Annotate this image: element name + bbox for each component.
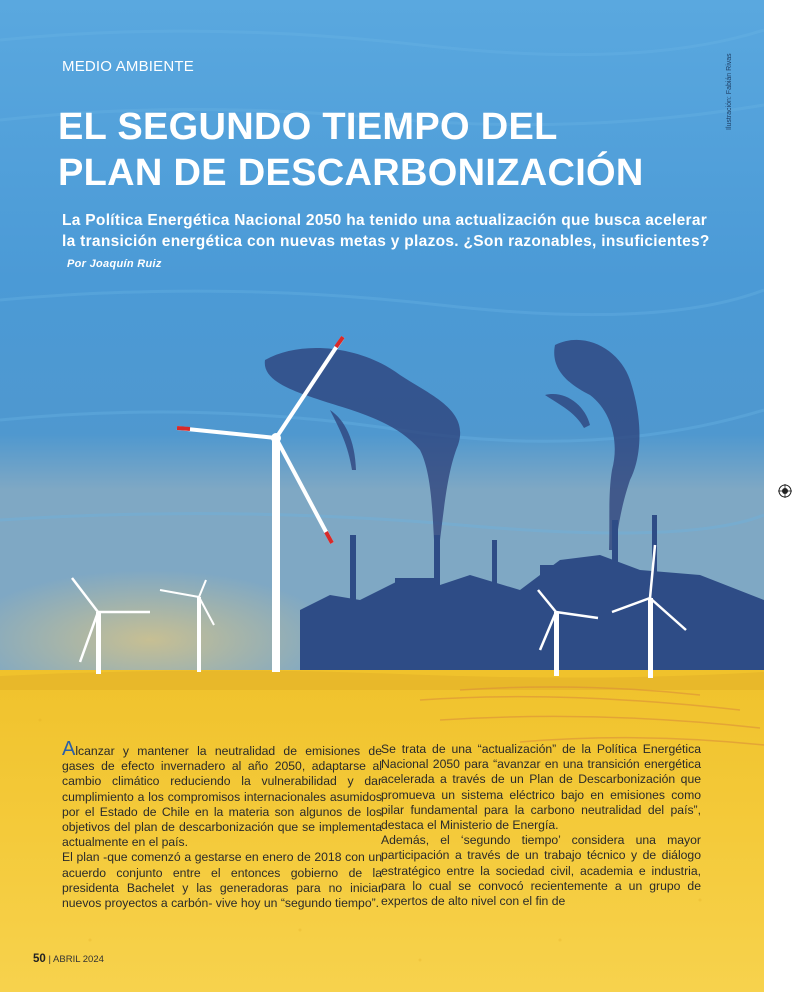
body-column-2 (381, 742, 701, 909)
registration-mark-icon (778, 484, 792, 498)
paragraph-4: Además, el ‘segundo tiempo’ considera una mayor participación a través de un trabajo técnico y de diálogo estratégico entre la sociedad civil, academia e industria, para lo cual se convocó recientemente a un grupo de expertos de alto nivel con el fin de (381, 833, 701, 909)
page-footer (33, 953, 104, 965)
byline: Por Joaquín Ruiz (67, 258, 162, 270)
illustration-credit: Ilustración: Fabián Rivas (726, 53, 733, 130)
paragraph-3: Se trata de una “actualización” de la Política Energética Nacional 2050 para “avanzar en una transición energética acelerada a través de un Plan de Descarbonización que promueva un sistema eléctrico bajo en emisiones como pilar fundamental para la carbono neutralidad del país”, destaca el Ministerio de Energía. (381, 742, 701, 833)
deck-text: La Política Energética Nacional 2050 ha tenido una actualización que busca acelerar la transición energética con nuevas metas y plazos. ¿Son razonables, insuficientes? (62, 212, 710, 250)
page-title (58, 104, 644, 196)
paragraph-2: El plan -que comenzó a gestarse en enero de 2018 con un acuerdo conjunto entre el entonces gobierno de la presidenta Bachelet y las generadoras para no iniciar nuevos proyectos a carbón- vive hoy un “segundo tiempo”. (62, 850, 382, 911)
page-number: 50 (33, 953, 46, 965)
paragraph-1 (62, 738, 382, 850)
issue-date: ABRIL 2024 (53, 954, 104, 965)
title-line-1: EL SEGUNDO TIEMPO DEL (58, 106, 558, 148)
drop-cap: A (62, 738, 76, 760)
title-line-2: PLAN DE DESCARBONIZACIÓN (58, 152, 644, 194)
article-deck (62, 210, 712, 275)
footer-separator: | (48, 954, 51, 965)
body-column-1 (62, 738, 382, 911)
paragraph-1-text: lcanzar y mantener la neutralidad de emisiones de gases de efecto invernadero al año 2050, adaptarse al cambio climático reduciendo la vulnerabilidad y dar cumplimiento a los compromisos internacionales asumidos por el Estado de Chile en la materia son algunos de los objetivos del plan de descarbonización que se implementa actualmente en el país. (62, 744, 382, 850)
section-label: MEDIO AMBIENTE (62, 58, 194, 75)
